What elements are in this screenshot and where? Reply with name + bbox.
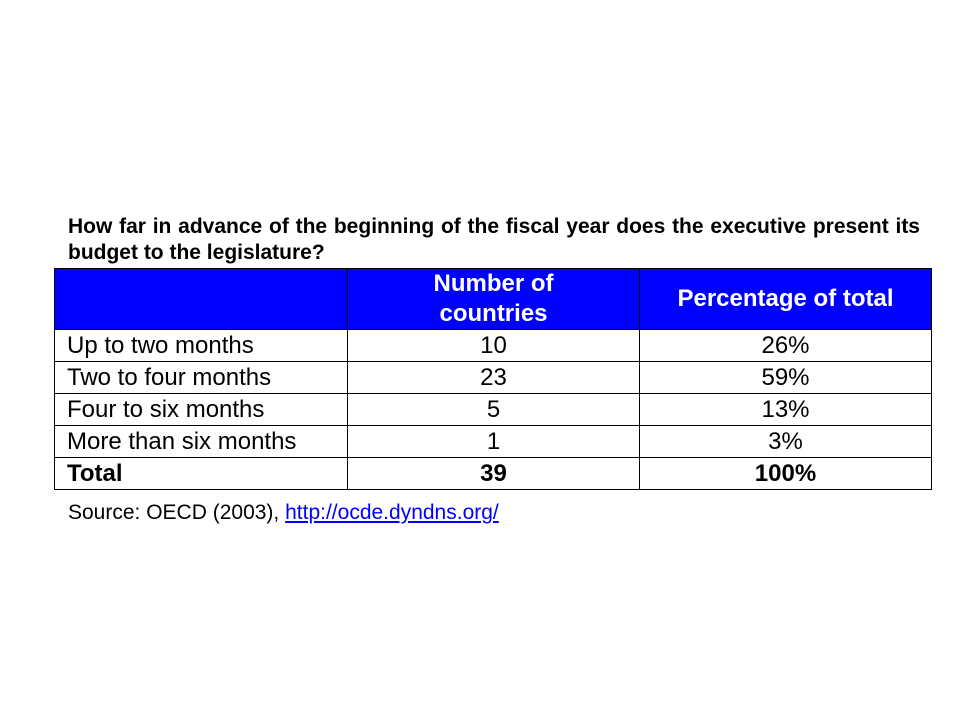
source-prefix: Source: OECD (2003), bbox=[68, 501, 280, 524]
row-percent: 26% bbox=[640, 330, 932, 362]
table-header-row bbox=[55, 269, 932, 330]
row-count: 1 bbox=[348, 426, 640, 458]
header-percentage-of-total: Percentage of total bbox=[640, 269, 932, 330]
table-row bbox=[55, 362, 932, 394]
source-citation bbox=[68, 500, 499, 526]
header-number-line1: Number of bbox=[433, 270, 554, 297]
row-count: 23 bbox=[348, 362, 640, 394]
header-number-of-countries bbox=[348, 269, 640, 330]
header-number-line2: countries bbox=[439, 300, 548, 327]
row-percent: 3% bbox=[640, 426, 932, 458]
row-count: 5 bbox=[348, 394, 640, 426]
row-label: Up to two months bbox=[55, 330, 348, 362]
table-row bbox=[55, 426, 932, 458]
row-percent: 59% bbox=[640, 362, 932, 394]
total-label: Total bbox=[55, 458, 348, 490]
total-percent: 100% bbox=[640, 458, 932, 490]
total-count: 39 bbox=[348, 458, 640, 490]
budget-timing-table bbox=[54, 268, 932, 490]
row-label: Two to four months bbox=[55, 362, 348, 394]
row-count: 10 bbox=[348, 330, 640, 362]
table-row bbox=[55, 330, 932, 362]
source-link[interactable]: http://ocde.dyndns.org/ bbox=[285, 501, 499, 524]
row-label: More than six months bbox=[55, 426, 348, 458]
total-row bbox=[55, 458, 932, 490]
table-row bbox=[55, 394, 932, 426]
question-heading: How far in advance of the beginning of the fiscal year does the executive present its budget to the legislature? bbox=[68, 215, 920, 264]
row-label: Four to six months bbox=[55, 394, 348, 426]
header-empty-cell bbox=[55, 269, 348, 330]
row-percent: 13% bbox=[640, 394, 932, 426]
